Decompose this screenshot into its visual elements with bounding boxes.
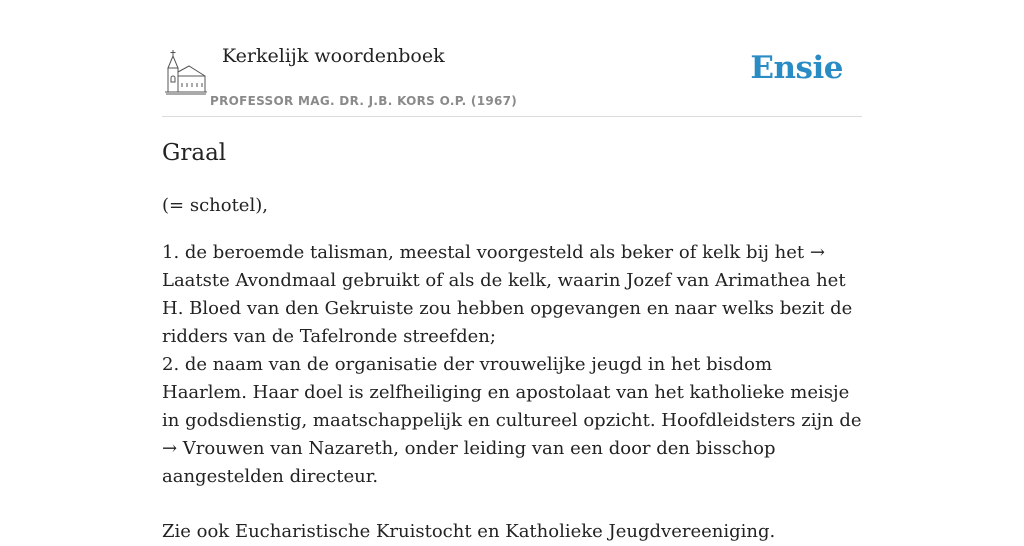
page xyxy=(162,0,862,542)
definition-item-2 xyxy=(162,351,862,491)
definition-item-1-text-continued: gebruikt of als de kelk, waarin Jozef van Arimathea het H. Bloed van den Gekruiste zou hebben opgevangen en naar welks bezit de ridders van de Tafelronde streefden; xyxy=(162,270,853,347)
brand-logo[interactable]: Ensie xyxy=(750,50,843,86)
paragraph-gap xyxy=(162,491,862,518)
header xyxy=(162,0,862,117)
book-title[interactable]: Kerkelijk woordenboek xyxy=(222,45,445,67)
definition-item-1-text: 1. de beroemde talisman, meestal voorgesteld als beker of kelk bij het xyxy=(162,242,810,263)
see-also: Zie ook Eucharistische Kruistocht en Katholieke Jeugdvereeniging. xyxy=(162,521,776,542)
definition-item-2-text: 2. de naam van de organisatie der vrouwelijke jeugd in het bisdom Haarlem. Haar doel is zelfheiliging en apostolaat van het katholieke meisje in godsdienstig, maatschappelijk en cultureel opzicht. Hoofdleidsters zijn de xyxy=(162,354,862,431)
xref-laatste-avondmaal[interactable]: → Laatste Avondmaal xyxy=(162,242,825,291)
paragraph-gap xyxy=(162,220,862,239)
entry-intro: (= schotel), xyxy=(162,195,268,216)
church-icon xyxy=(165,48,207,96)
entry-body xyxy=(162,192,862,546)
xref-vrouwen-van-nazareth[interactable]: → Vrouwen van Nazareth xyxy=(162,438,394,459)
author-line: PROFESSOR MAG. DR. J.B. KORS O.P. (1967) xyxy=(210,94,518,108)
definition-item-2-text-continued: , onder leiding van een door den bisschop aangestelden directeur. xyxy=(162,438,776,487)
definition-item-1 xyxy=(162,239,862,351)
entry-title: Graal xyxy=(162,140,227,166)
